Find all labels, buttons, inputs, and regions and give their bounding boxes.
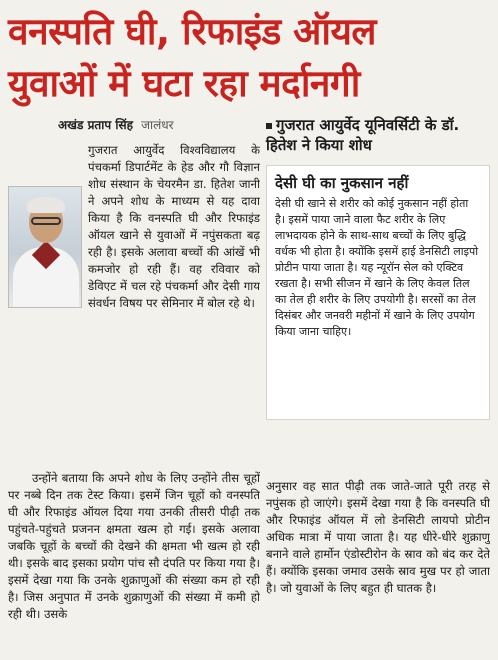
- headline: [8, 6, 490, 110]
- article-paragraph-3: अनुसार वह सात पीढ़ी तक जाते-जाते पूरी तरह से नपुंसक हो जाएंगे। इसमें देखा गया है कि वनस्पति घी और रिफाइंड ऑयल में लो डेनसिटी लायपो प्रोटीन अधिक मात्रा में पाया जाता है। यह धीरे-धीरे शुक्राणु बनाने वाले हार्मोन एंडोस्टीरोन के स्राव को बंद कर देते हैं। क्योंकि इसका जमाव उसके स्राव मुख पर हो जाता है। जो युवाओं के लिए बहुत ही घातक है।: [266, 479, 490, 595]
- article-column-top: [8, 142, 260, 462]
- article-paragraph-1: गुजरात आयुर्वेद विश्वविद्यालय के पंचकर्मा डिपार्टमेंट के हेड और गौ विज्ञान शोध संस्थान के चेयरमैन डा. हितेश जानी ने अपने शोध के माध्यम से यह दावा किया है कि वनस्पति घी और रिफाइंड ऑयल खाने से युवाओं में नपुंसकता बढ़ रही है। इसके अलावा बच्चों की आंखें भी कमजोर हो रही हैं। वह रविवार को डेविएट में चल रहे पंचकर्मा और देसी गाय संवर्धन विषय पर सेमिनार में बोल रहे थे।: [88, 143, 260, 310]
- headline-line-1: वनस्पति घी, रिफाइंड ऑयल: [8, 10, 377, 53]
- article-column-bottom-right: [266, 478, 490, 660]
- info-box-title: देसी घी का नुकसान नहीं: [275, 174, 409, 192]
- byline: [58, 116, 174, 133]
- author-name: अखंड प्रताप सिंह: [58, 118, 133, 132]
- info-box-body: देसी घी खाने से शरीर को कोई नुकसान नहीं होता है। इसमें पाया जाने वाला फैट शरीर के लिए लाभदायक होने के साथ-साथ बच्चों के लिए बुद्धि वर्धक भी होता है। क्योंकि इसमें हाई डेनसिटी लाइपो प्रोटीन पाया जाता है। यह न्यूरॉन सेल को एक्टिव रखता है। सभी सीजन में खाने के लिए केवल तिल का तेल ही शरीर के लिए उपयोगी है। सरसों का तेल दिसंबर और जनवरी महीनों में खाने के लिए उपयोग किया जाना चाहिए।: [275, 197, 479, 338]
- dateline-city: जालंधर: [141, 118, 174, 132]
- sidebar-headline: गुजरात आयुर्वेद यूनिवर्सिटी के डॉ. हितेश ने किया शोध: [266, 116, 460, 154]
- headline-line-2: युवाओं में घटा रहा मर्दानगी: [8, 62, 360, 105]
- article-column-bottom-left: [8, 470, 260, 660]
- bullet-icon: [266, 123, 272, 129]
- sidebar: [266, 115, 490, 471]
- author-photo: [8, 186, 82, 308]
- info-box: [266, 165, 490, 420]
- article-paragraph-2: उन्होंने बताया कि अपने शोध के लिए उन्होंने तीस चूहों पर नब्बे दिन तक टेस्ट किया। इसमें जिन चूहों को वनस्पति घी और रिफाइंड ऑयल दिया गया उनकी तीसरी पीढ़ी तक पहुंचते-पहुंचते प्रजनन क्षमता खत्म हो गई। इसके अलावा जबकि चूहों के बच्चों की देखने की क्षमता भी खत्म हो रही थी। इसके बाद इसका प्रयोग पांच सौ दंपति पर किया गया है। इसमें देखा गया कि उनके शुक्राणुओं की संख्या कम हो रही है। जिस अनुपात में उनके शुक्राणुओं की संख्या में कमी हो रही थी। उसके: [8, 471, 260, 621]
